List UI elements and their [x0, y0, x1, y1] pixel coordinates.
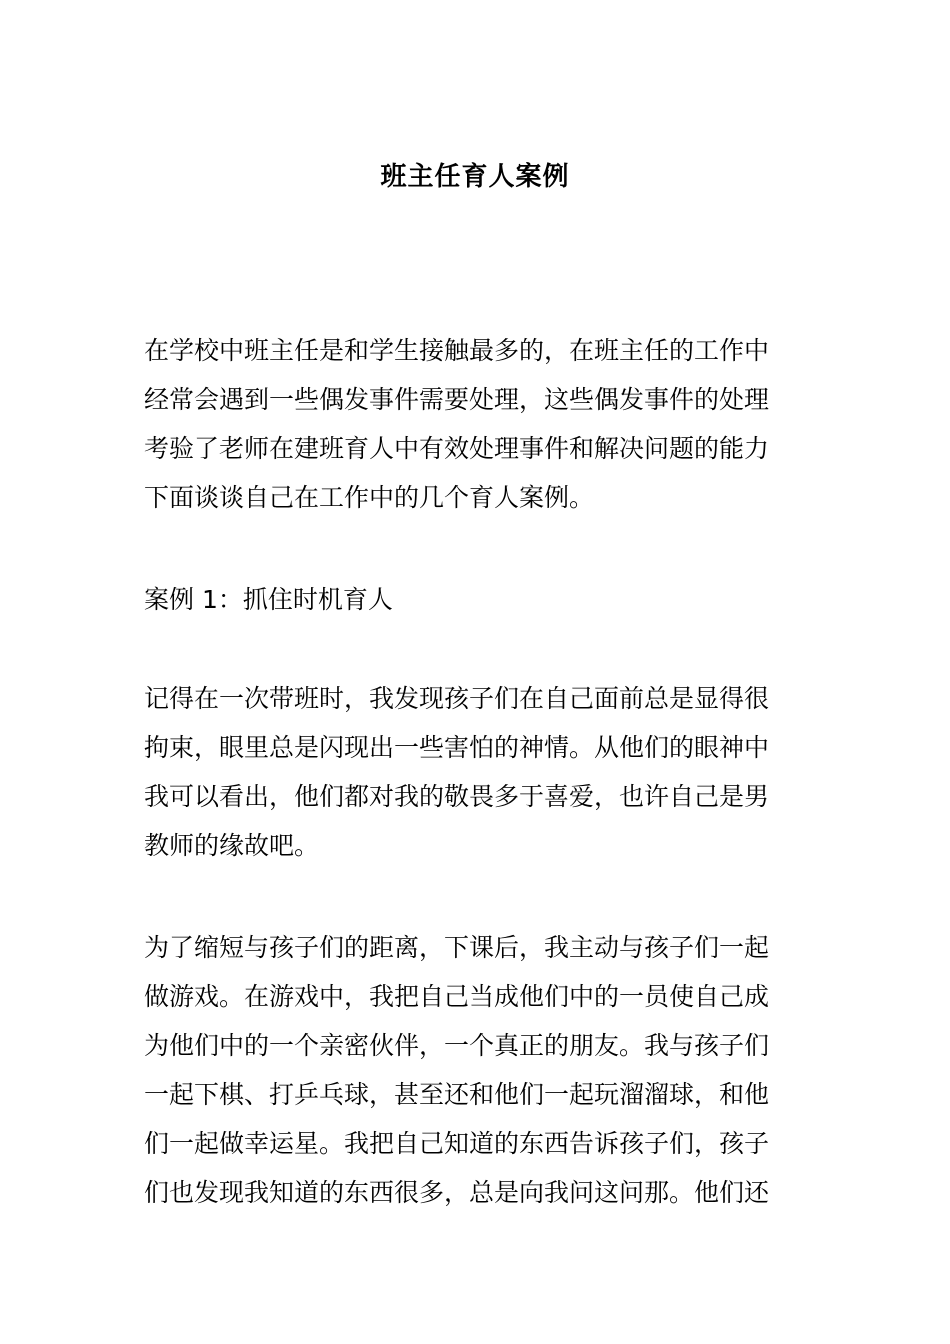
document-title: 班主任育人案例: [380, 162, 570, 192]
case-heading: 案例 1：抓住时机育人: [144, 585, 393, 614]
paragraph-line: 们一起做幸运星。我把自己知道的东西告诉孩子们，孩子: [144, 1129, 770, 1158]
paragraph-line: 们也发现我知道的东西很多，总是向我问这问那。他们还: [144, 1178, 770, 1207]
paragraph-line: 为了缩短与孩子们的距离，下课后，我主动与孩子们一起: [144, 933, 770, 962]
paragraph-line: 记得在一次带班时，我发现孩子们在自己面前总是显得很: [144, 684, 770, 713]
paragraph-line: 经常会遇到一些偶发事件需要处理，这些偶发事件的处理: [144, 385, 770, 414]
paragraph-line: 教师的缘故吧。: [144, 831, 320, 860]
paragraph-line: 为他们中的一个亲密伙伴，一个真正的朋友。我与孩子们: [144, 1031, 770, 1060]
paragraph-line: 做游戏。在游戏中，我把自己当成他们中的一员使自己成: [144, 982, 770, 1011]
paragraph-line: 在学校中班主任是和学生接触最多的，在班主任的工作中: [144, 336, 770, 365]
paragraph-line: 拘束，眼里总是闪现出一些害怕的神情。从他们的眼神中: [144, 733, 770, 762]
paragraph-line: 我可以看出，他们都对我的敬畏多于喜爱，也许自己是男: [144, 782, 770, 811]
paragraph-line: 下面谈谈自己在工作中的几个育人案例。: [144, 483, 595, 512]
paragraph-line: 一起下棋、打乒乓球，甚至还和他们一起玩溜溜球，和他: [144, 1080, 770, 1109]
paragraph-line: 考验了老师在建班育人中有效处理事件和解决问题的能力: [144, 434, 770, 463]
